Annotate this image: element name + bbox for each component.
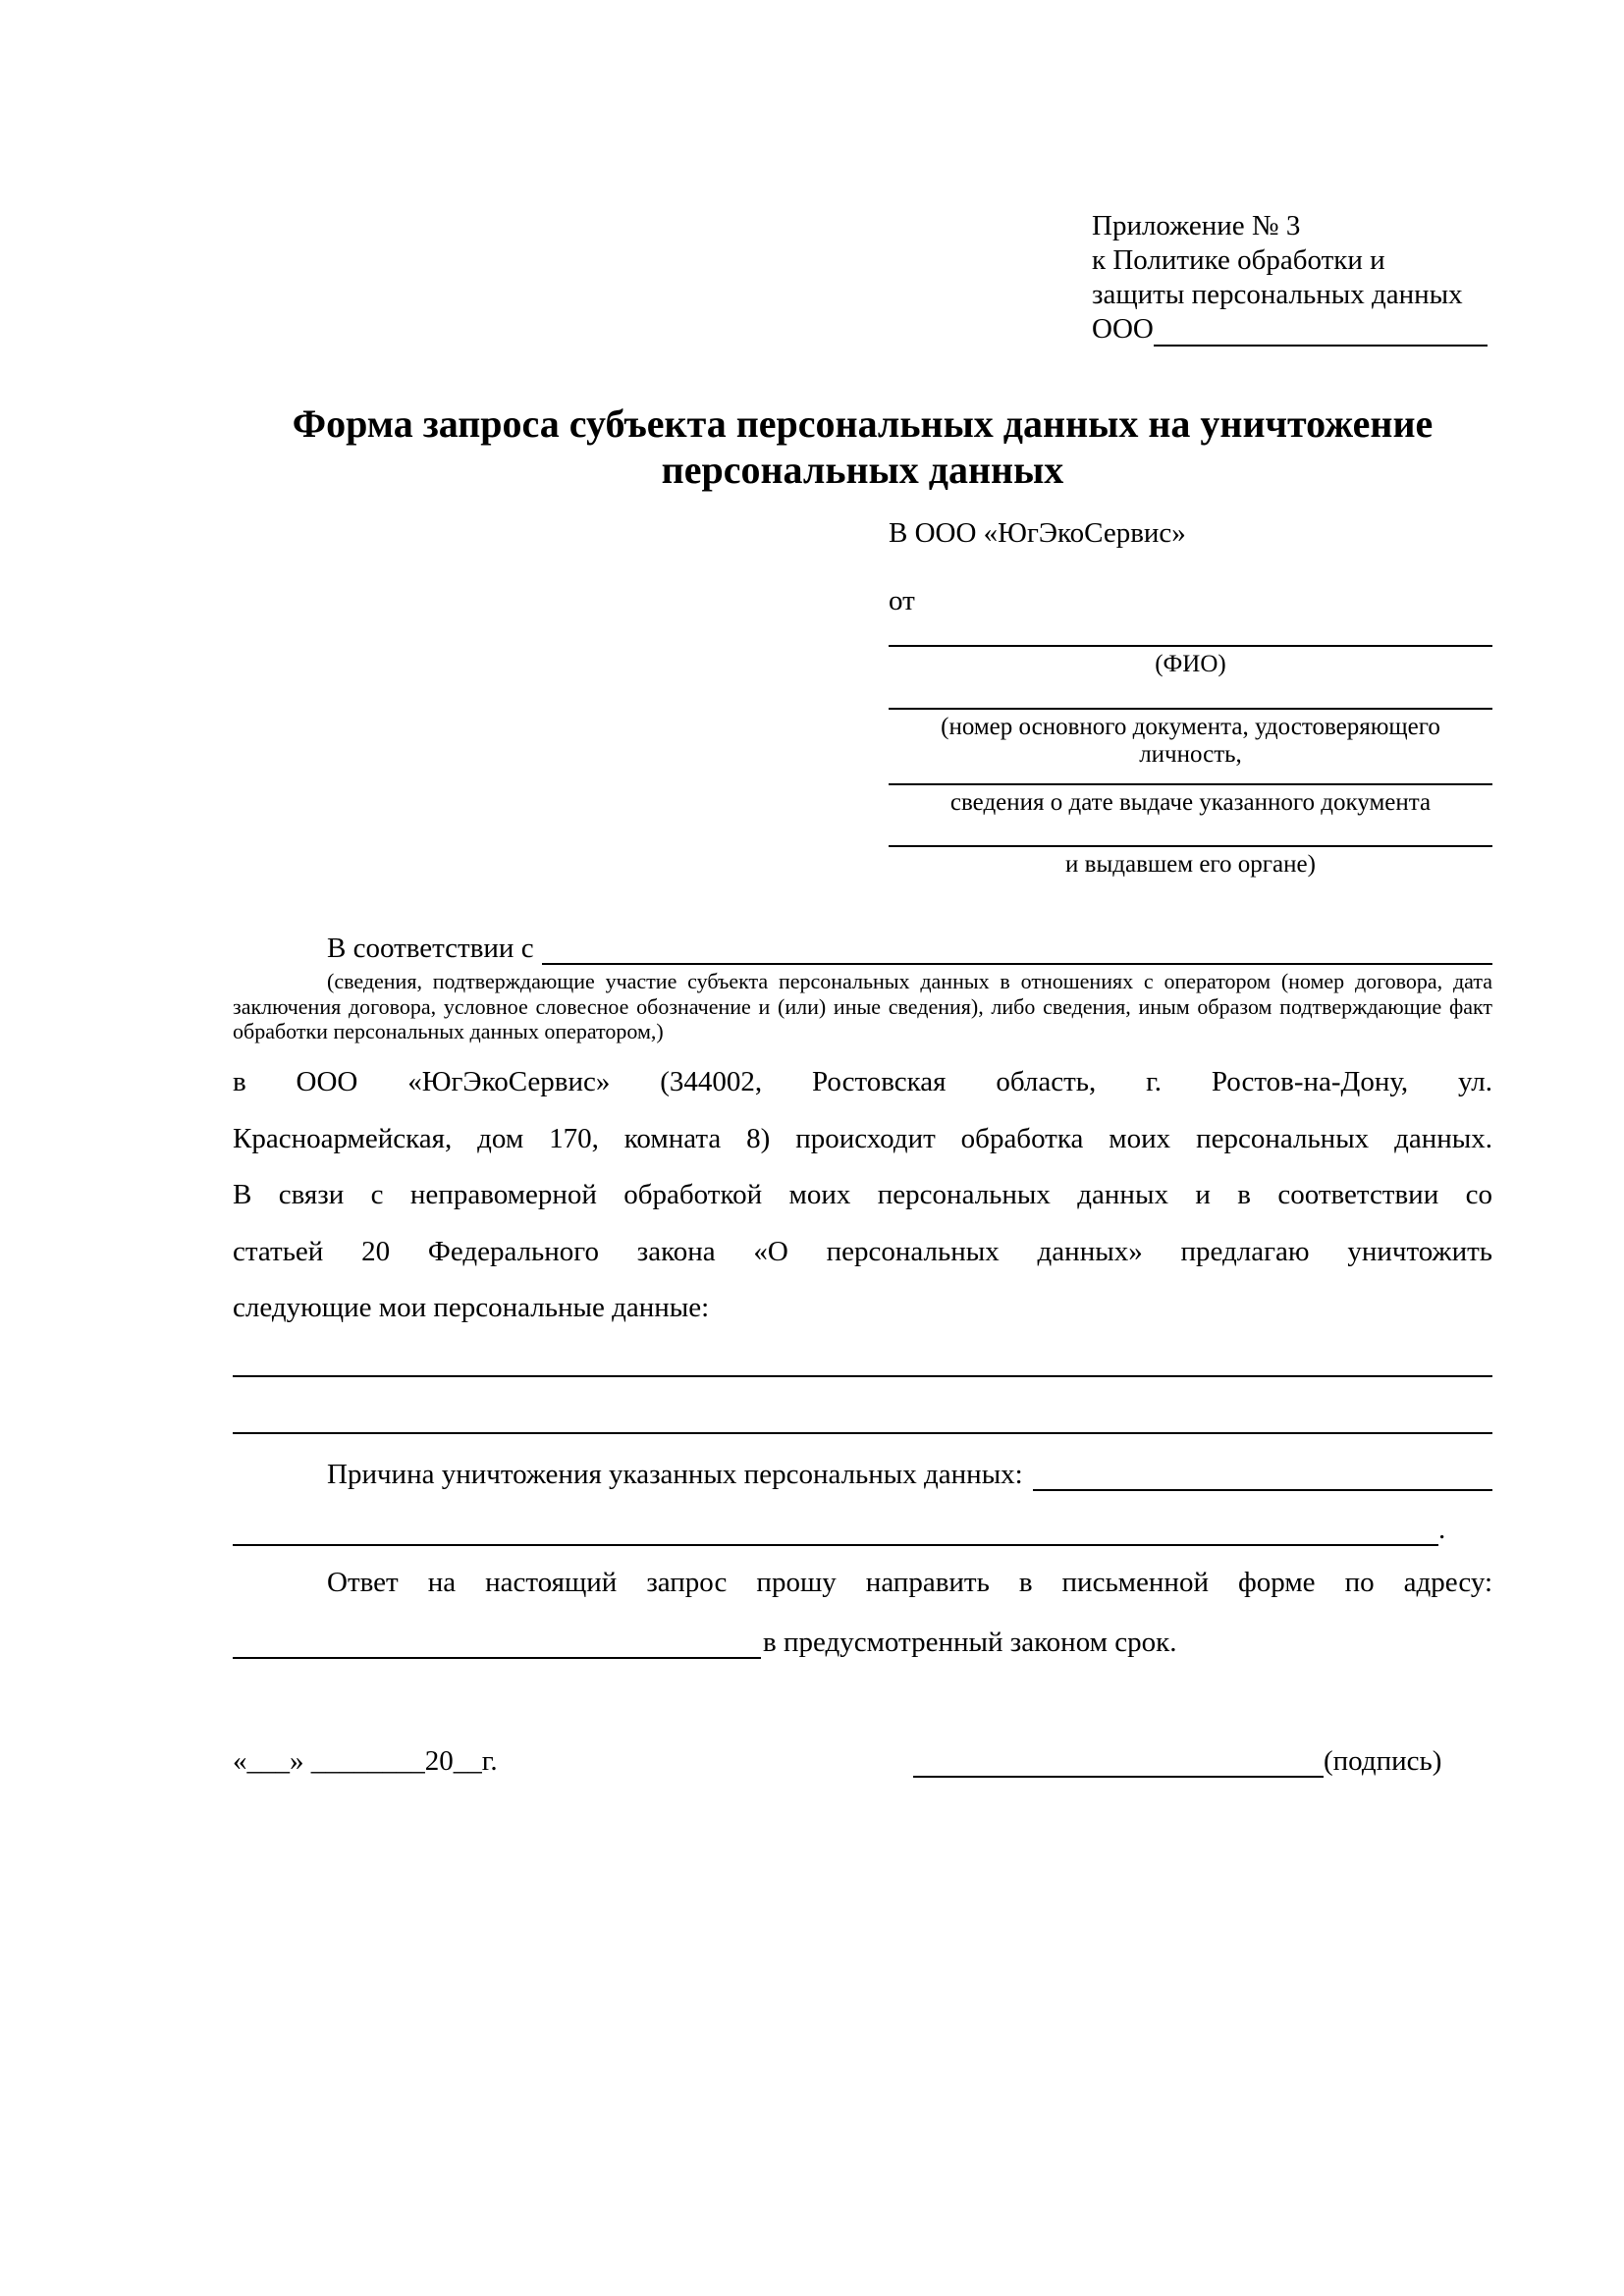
reason-blank-field xyxy=(1033,1459,1492,1491)
org-name-blank-field xyxy=(1154,312,1488,347)
main-paragraph xyxy=(233,1054,1492,1337)
annex-line-1: Приложение № 3 xyxy=(1092,210,1301,241)
fio-caption: (ФИО) xyxy=(1155,651,1226,677)
annex-line-3: защиты персональных данных xyxy=(1092,279,1463,310)
issuing-authority-caption: и выдавшем его органе) xyxy=(1065,851,1316,878)
reason-row xyxy=(233,1459,1492,1491)
note-line-3: обработки персональных данных оператором,) xyxy=(233,1019,664,1043)
paragraph-indent xyxy=(233,1459,327,1491)
reason-blank-line-2 xyxy=(233,1514,1438,1546)
issuing-authority-blank-field xyxy=(889,845,1492,847)
answer-sentence: Ответ на настоящий запрос прошу направить в письменной форме по адресу: xyxy=(327,1567,1492,1598)
note-line-1: (сведения, подтверждающие участие субъекта персональных данных в отношениях с оператором (номер договора, дата xyxy=(327,969,1492,993)
date-blank-line: «___» ________20__г. xyxy=(233,1745,498,1777)
id-document-blank-field xyxy=(889,708,1492,710)
title-line-1: Форма запроса субъекта персональных данных на уничтожение xyxy=(292,401,1434,446)
personal-data-blank-line-1 xyxy=(233,1375,1492,1377)
note-line-2: заключения договора, условное словесное обозначение и (или) иные сведения), либо сведения, иным образом подтверждающие факт xyxy=(233,993,1492,1019)
reason-label: Причина уничтожения указанных персональных данных: xyxy=(327,1459,1023,1490)
according-blank-field xyxy=(542,933,1492,965)
org-prefix: ООО xyxy=(1092,313,1154,345)
paragraph-indent xyxy=(233,933,327,965)
annex-line-2: к Политике обработки и xyxy=(1092,244,1385,276)
answer-suffix: в предусмотренный законом срок. xyxy=(763,1627,1177,1658)
signature-blank-field xyxy=(913,1745,1324,1778)
paragraph-line-4: статьей 20 Федерального закона «О персональных данных» предлагаю уничтожить xyxy=(233,1235,1492,1267)
fio-blank-field xyxy=(889,645,1492,647)
issue-date-blank-field xyxy=(889,783,1492,785)
annex-note xyxy=(1092,209,1536,347)
annex-org-line xyxy=(1092,312,1536,347)
paragraph-line-3: В связи с неправомерной обработкой моих персональных данных и в соответствии со xyxy=(233,1179,1492,1210)
according-row xyxy=(233,933,1492,965)
signature-row xyxy=(913,1745,1463,1778)
issue-date-caption: сведения о дате выдаче указанного документа xyxy=(949,789,1432,816)
according-note xyxy=(233,969,1492,1044)
line-terminator: . xyxy=(1438,1514,1446,1545)
answer-address-row xyxy=(233,1627,1492,1659)
paragraph-line-5: следующие мои персональные данные: xyxy=(233,1292,710,1323)
document-title xyxy=(233,400,1492,493)
reason-continuation-row xyxy=(233,1514,1492,1546)
personal-data-blank-line-2 xyxy=(233,1432,1492,1434)
address-blank-field xyxy=(233,1627,761,1659)
title-line-2: персональных данных xyxy=(661,448,1064,492)
id-document-caption: (номер основного документа, удостоверяющего личность, xyxy=(941,714,1440,768)
paragraph-line-2: Красноармейская, дом 170, комната 8) происходит обработка моих персональных данных. xyxy=(233,1122,1492,1154)
addressee-to-line: В ООО «ЮгЭкоСервис» xyxy=(889,517,1186,549)
paragraph-line-1: в ООО «ЮгЭкоСервис» (344002, Ростовская область, г. Ростов-на-Дону, ул. xyxy=(233,1066,1492,1097)
according-prefix: В соответствии с xyxy=(327,933,534,964)
signature-caption: (подпись) xyxy=(1324,1745,1442,1777)
addressee-from-label: от xyxy=(889,585,915,616)
